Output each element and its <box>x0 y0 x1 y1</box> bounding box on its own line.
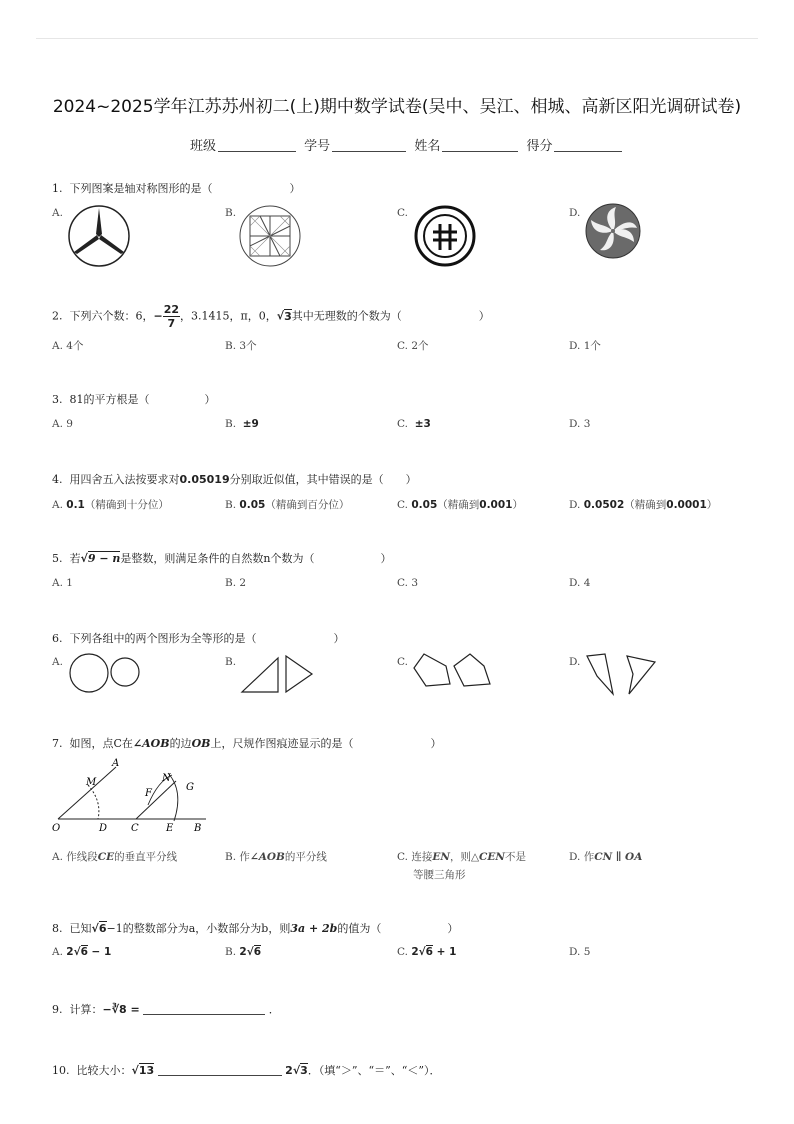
label-d: D <box>99 823 108 834</box>
sqrt-radicand: 6 <box>80 946 88 958</box>
q7-option-a[interactable] <box>52 849 177 864</box>
answer-blank[interactable] <box>158 1063 282 1076</box>
option-label: C. <box>397 851 408 863</box>
option-label: D. <box>569 946 581 958</box>
option-coef: 2 <box>411 946 419 958</box>
option-text: 3个 <box>239 340 257 352</box>
option-label: A. <box>52 946 63 958</box>
question-stem: 81的平方根是（ ） <box>69 393 216 406</box>
q8-option-d[interactable] <box>569 946 590 958</box>
answer-blank[interactable] <box>143 1002 265 1015</box>
sqrt-radicand: 6 <box>98 922 107 935</box>
option-text: 1 <box>66 577 73 589</box>
option-value-2: 0.001 <box>479 499 513 511</box>
option-value: 0.1 <box>66 499 85 511</box>
option-text: 连接 <box>411 851 433 863</box>
option-text: ，则 <box>449 851 471 863</box>
option-text: 的平分线 <box>284 851 327 863</box>
option-note: （精确到 <box>624 499 667 511</box>
option-label: B. <box>225 851 237 863</box>
q7-option-d[interactable] <box>569 849 642 864</box>
option-math: CN ∥ OA <box>594 851 643 863</box>
question-stem-part: 若 <box>69 552 81 565</box>
q6-option-a-label[interactable]: A. <box>52 656 63 668</box>
option-math: ∠AOB <box>249 851 285 863</box>
q8-option-a[interactable]: A. 2√6 − 1 <box>52 946 112 958</box>
question-stem-part: ． <box>268 1003 280 1016</box>
option-label: C. <box>397 340 408 352</box>
question-number: 7. <box>52 737 63 750</box>
option-label: D. <box>569 418 581 430</box>
option-note: （精确到百分位） <box>265 499 350 511</box>
option-text: 3 <box>583 418 591 430</box>
two-circles-figure <box>68 652 144 694</box>
question-number: 5. <box>52 552 63 565</box>
q7-option-c-line2: 等腰三角形 <box>413 869 466 881</box>
score-label: 得分 <box>526 139 553 154</box>
label-e: E <box>166 823 174 834</box>
question-number: 9. <box>52 1003 63 1016</box>
q5-option-b[interactable] <box>225 577 246 589</box>
round-logo-figure <box>413 204 477 268</box>
sqrt-radicand: 13 <box>138 1064 155 1077</box>
pinwheel-figure <box>238 204 302 268</box>
question-8: 8. 已知√6−1的整数部分为a，小数部分为b，则3a + 2b的值为（ ） <box>52 922 459 935</box>
q8-option-b[interactable]: B. 2√6 <box>225 946 262 958</box>
option-text: 2 <box>239 577 247 589</box>
sqrt-radicand: 3 <box>284 309 292 323</box>
q3-option-b[interactable] <box>225 418 259 430</box>
option-label: B. <box>225 418 237 430</box>
option-text: 作线段 <box>66 851 98 863</box>
option-label: B. <box>225 499 237 511</box>
q4-option-d[interactable] <box>569 497 717 512</box>
option-math: △CEN <box>470 851 505 863</box>
option-value-2: 0.0001 <box>666 499 707 511</box>
option-text: 1个 <box>583 340 601 352</box>
option-label: C. <box>397 499 408 511</box>
option-coef: 2 <box>239 946 247 958</box>
sqrt-radicand: 3 <box>300 1064 308 1077</box>
option-text: 作 <box>583 851 595 863</box>
question-number: 2. <box>52 309 63 323</box>
option-text: 2个 <box>411 340 429 352</box>
option-label: D. <box>569 577 581 589</box>
question-stem-part: 的边 <box>169 737 192 750</box>
question-number: 3. <box>52 393 63 406</box>
class-label: 班级 <box>190 139 217 154</box>
question-4 <box>52 471 417 487</box>
option-label: C. <box>397 946 408 958</box>
question-stem-part: ，3.1415，π，0， <box>180 309 277 323</box>
label-c: C <box>131 823 139 834</box>
q2-option-b[interactable] <box>225 338 257 353</box>
top-divider <box>36 38 758 39</box>
name-label: 姓名 <box>414 139 441 154</box>
sqrt-radicand: 9 − n <box>87 552 121 565</box>
angle-aob: ∠AOB <box>132 737 170 750</box>
option-value: 0.05 <box>411 499 438 511</box>
option-text: 9 <box>66 418 73 430</box>
question-3 <box>52 391 216 407</box>
label-f: F <box>145 788 152 799</box>
option-math: CE <box>97 851 115 863</box>
label-a: A <box>112 758 120 769</box>
option-label: C. <box>397 418 408 430</box>
option-label: A. <box>52 340 63 352</box>
question-9 <box>52 1001 280 1017</box>
option-math: EN <box>432 851 450 863</box>
q7-option-b[interactable] <box>225 849 327 864</box>
label-o: O <box>52 823 61 834</box>
option-label: B. <box>225 946 237 958</box>
q2-option-a[interactable] <box>52 338 83 353</box>
q8-option-c[interactable]: C. 2√6 + 1 <box>397 946 457 958</box>
question-1 <box>52 180 301 196</box>
q6-option-c-label[interactable]: C. <box>397 656 408 668</box>
question-stem-part: ．（填“＞”、“＝”、“＜”）． <box>307 1064 441 1077</box>
question-number: 1. <box>52 182 63 195</box>
option-text: 作 <box>239 851 250 863</box>
question-number: 10. <box>52 1064 70 1077</box>
q5-option-d[interactable] <box>569 577 590 589</box>
student-id-label: 学号 <box>304 139 331 154</box>
name-blank[interactable] <box>442 139 518 152</box>
option-label: D. <box>569 340 581 352</box>
two-pentagons-figure <box>412 652 494 690</box>
q4-option-a[interactable] <box>52 497 169 512</box>
question-number: 6. <box>52 632 63 645</box>
option-note-end: ） <box>512 499 523 511</box>
q2-option-c[interactable] <box>397 338 429 353</box>
question-stem-part: 用四舍五入法按要求对 <box>69 473 180 486</box>
option-note: （精确到十分位） <box>84 499 169 511</box>
fraction-numerator: 22 <box>163 303 180 316</box>
mercedes-style-emblem-figure <box>66 204 132 268</box>
option-label: B. <box>225 577 237 589</box>
page-title: 2024~2025学年江苏苏州初二(上)期中数学试卷(吴中、吴江、相城、高新区阳光调研试卷) <box>52 97 742 117</box>
question-stem-part: 计算： <box>69 1003 103 1016</box>
expression: −∛8 = <box>102 1003 140 1016</box>
option-label: A. <box>52 418 63 430</box>
option-text: 的垂直平分线 <box>114 851 178 863</box>
question-stem-part: −1的整数部分为a，小数部分为b，则 <box>106 922 291 935</box>
fraction-denominator: 7 <box>167 317 176 330</box>
q3-option-a[interactable] <box>52 418 73 430</box>
label-n: N <box>162 773 171 784</box>
question-stem-part: 是整数，则满足条件的自然数n个数为（ ） <box>120 552 392 565</box>
q5-option-a[interactable] <box>52 577 73 589</box>
question-stem-part: 分别取近似值，其中错误的是（ ） <box>229 473 417 486</box>
q6-option-d-label[interactable]: D. <box>569 656 581 668</box>
minus-sign: − <box>153 309 163 323</box>
option-label: D. <box>569 851 581 863</box>
fraction <box>163 303 180 330</box>
label-g: G <box>186 782 194 793</box>
stem-number: 0.05019 <box>179 473 230 486</box>
sqrt-radicand: 6 <box>253 946 262 958</box>
sqrt-radicand: 6 <box>425 946 433 958</box>
question-stem-part: 下列六个数：6， <box>69 309 154 323</box>
score-blank[interactable] <box>554 139 622 152</box>
option-text: 3 <box>411 577 419 589</box>
option-text: ±3 <box>414 418 431 430</box>
q1-option-d-label[interactable]: D. <box>569 207 581 219</box>
q1-option-a-label[interactable]: A. <box>52 207 63 219</box>
student-info-row <box>190 135 626 154</box>
option-label: C. <box>397 577 408 589</box>
option-tail: + 1 <box>432 946 457 958</box>
q5-option-c[interactable] <box>397 577 418 589</box>
question-stem-part: 如图，点C在 <box>69 737 133 750</box>
q1-option-b-label[interactable]: B. <box>225 207 237 219</box>
option-tail: − 1 <box>87 946 112 958</box>
option-value: 0.05 <box>239 499 266 511</box>
option-note-end: ） <box>706 499 718 511</box>
expression: 3a + 2b <box>290 922 338 935</box>
q6-option-b-label[interactable]: B. <box>225 656 237 668</box>
option-note: （精确到 <box>437 499 480 511</box>
q1-option-c-label[interactable]: C. <box>397 207 408 219</box>
question-10: 10. 比较大小：√13 2√3．（填“＞”、“＝”、“＜”）． <box>52 1064 441 1077</box>
question-stem-part: 上，尺规作图痕迹显示的是（ ） <box>210 737 442 750</box>
class-blank[interactable] <box>218 139 296 152</box>
question-stem-part: 其中无理数的个数为（ ） <box>291 309 490 323</box>
option-label: B. <box>225 340 237 352</box>
option-label: A. <box>52 499 63 511</box>
question-7 <box>52 735 441 751</box>
label-m: M <box>86 777 97 788</box>
q4-option-c[interactable] <box>397 497 523 512</box>
option-text: 不是 <box>505 851 526 863</box>
two-quadrilaterals-figure <box>585 652 659 696</box>
question-2: 2. 下列六个数：6，− $\frac{22}{7}$ ，3.1415，π，0，√3其中无理数的个数为（ ） <box>52 303 490 330</box>
bauhinia-emblem-figure <box>584 202 642 260</box>
question-stem: 下列图案是轴对称图形的是（ ） <box>69 182 301 195</box>
q3-option-c[interactable] <box>397 418 431 430</box>
option-text: 5 <box>583 946 591 958</box>
option-value: 0.0502 <box>583 499 625 511</box>
q7-option-c[interactable] <box>397 849 526 864</box>
compass-construction-figure <box>48 755 218 837</box>
question-number: 8. <box>52 922 63 935</box>
option-text: 4 <box>583 577 591 589</box>
q2-option-d[interactable] <box>569 338 601 353</box>
label-b: B <box>194 823 202 834</box>
question-stem-part: 的值为（ ） <box>337 922 459 935</box>
edge-ob: OB <box>191 737 211 750</box>
option-label: D. <box>569 499 581 511</box>
option-text: ±9 <box>242 418 259 430</box>
option-coef: 2 <box>285 1064 293 1077</box>
question-5: 5. 若√9 − n是整数，则满足条件的自然数n个数为（ ） <box>52 552 392 565</box>
question-number: 4. <box>52 473 63 486</box>
q4-option-b[interactable] <box>225 497 349 512</box>
option-text: 4个 <box>66 340 84 352</box>
option-label: A. <box>52 851 63 863</box>
question-stem: 下列各组中的两个图形为全等形的是（ ） <box>69 632 345 645</box>
question-6 <box>52 630 345 646</box>
q3-option-d[interactable] <box>569 418 590 430</box>
option-label: A. <box>52 577 63 589</box>
question-stem-part: 已知 <box>69 922 92 935</box>
question-stem-part: 比较大小： <box>76 1064 132 1077</box>
option-coef: 2 <box>66 946 74 958</box>
two-triangles-figure <box>240 654 316 696</box>
student-id-blank[interactable] <box>332 139 406 152</box>
